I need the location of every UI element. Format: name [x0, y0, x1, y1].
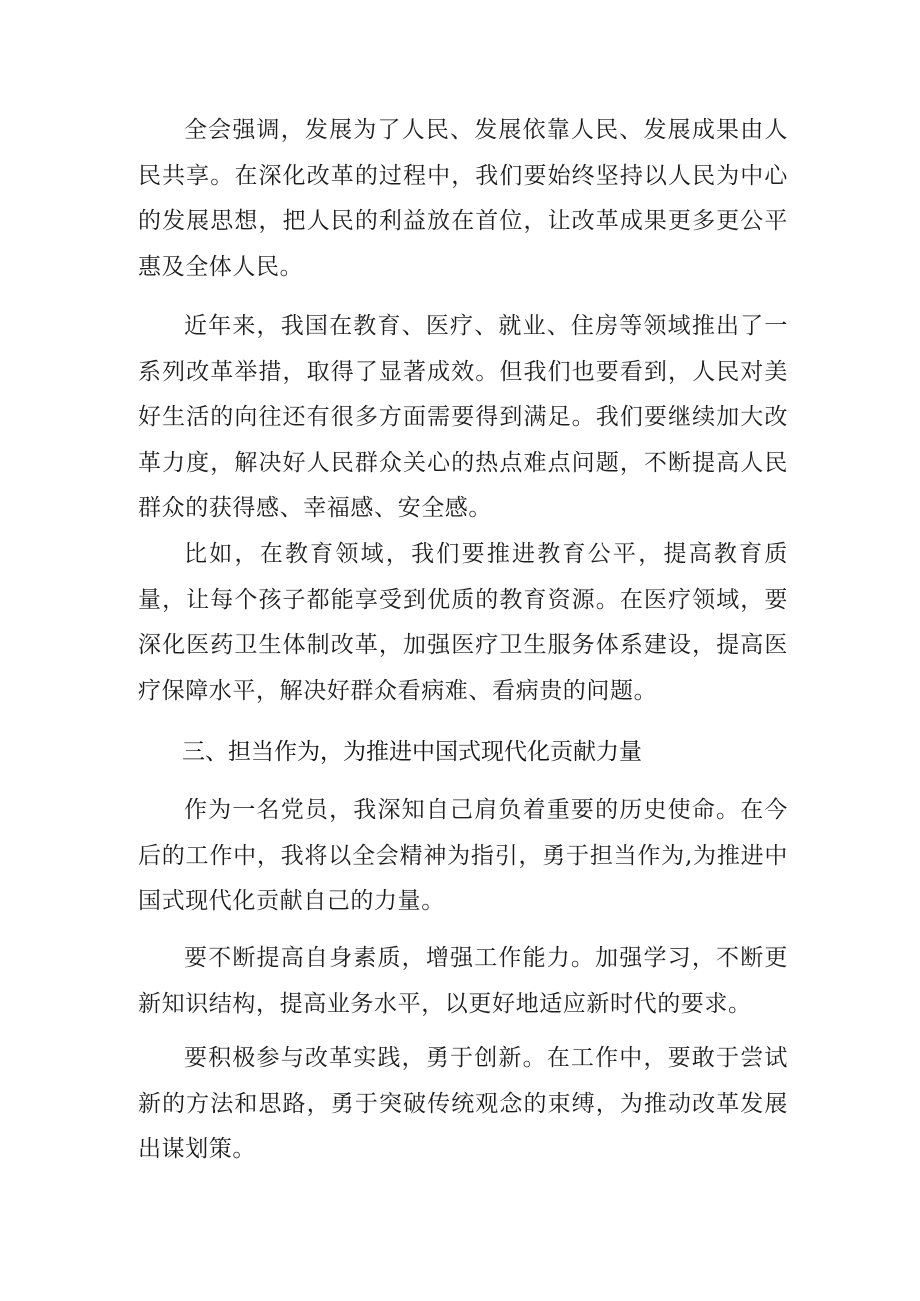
- paragraph-education-medical: 比如，在教育领域，我们要推进教育公平，提高教育质量，让每个孩子都能享受到优质的教育资源。在医疗领域，要深化医药卫生体制改革，加强医疗卫生服务体系建设，提高医疗保障水平，解决好群众看病难、看病贵的问题。: [138, 541, 788, 704]
- paragraph-party-member: 作为一名党员，我深知自己肩负着重要的历史使命。在今后的工作中，我将以全会精神为指引，勇于担当作为,为推进中国式现代化贡献自己的力量。: [138, 797, 788, 914]
- paragraph-innovation: 要积极参与改革实践，勇于创新。在工作中，要敢于尝试新的方法和思路，勇于突破传统观念的束缚，为推动改革发展出谋划策。: [138, 1045, 788, 1162]
- paragraph-self-improvement: 要不断提高自身素质，增强工作能力。加强学习，不断更新知识结构，提高业务水平，以更好地适应新时代的要求。: [138, 945, 788, 1017]
- paragraph-reform-measures: 近年来，我国在教育、医疗、就业、住房等领域推出了一系列改革举措，取得了显著成效。但我们也要看到，人民对美好生活的向往还有很多方面需要得到满足。我们要继续加大改革力度，解决好人民群众关心的热点难点问题，不断提高人民群众的获得感、幸福感、安全感。: [138, 313, 788, 521]
- section-heading: 三、担当作为，为推进中国式现代化贡献力量: [182, 739, 642, 765]
- paragraph-people-centered: 全会强调，发展为了人民、发展依靠人民、发展成果由人民共享。在深化改革的过程中，我们要始终坚持以人民为中心的发展思想，把人民的利益放在首位，让改革成果更多更公平惠及全体人民。: [138, 117, 788, 280]
